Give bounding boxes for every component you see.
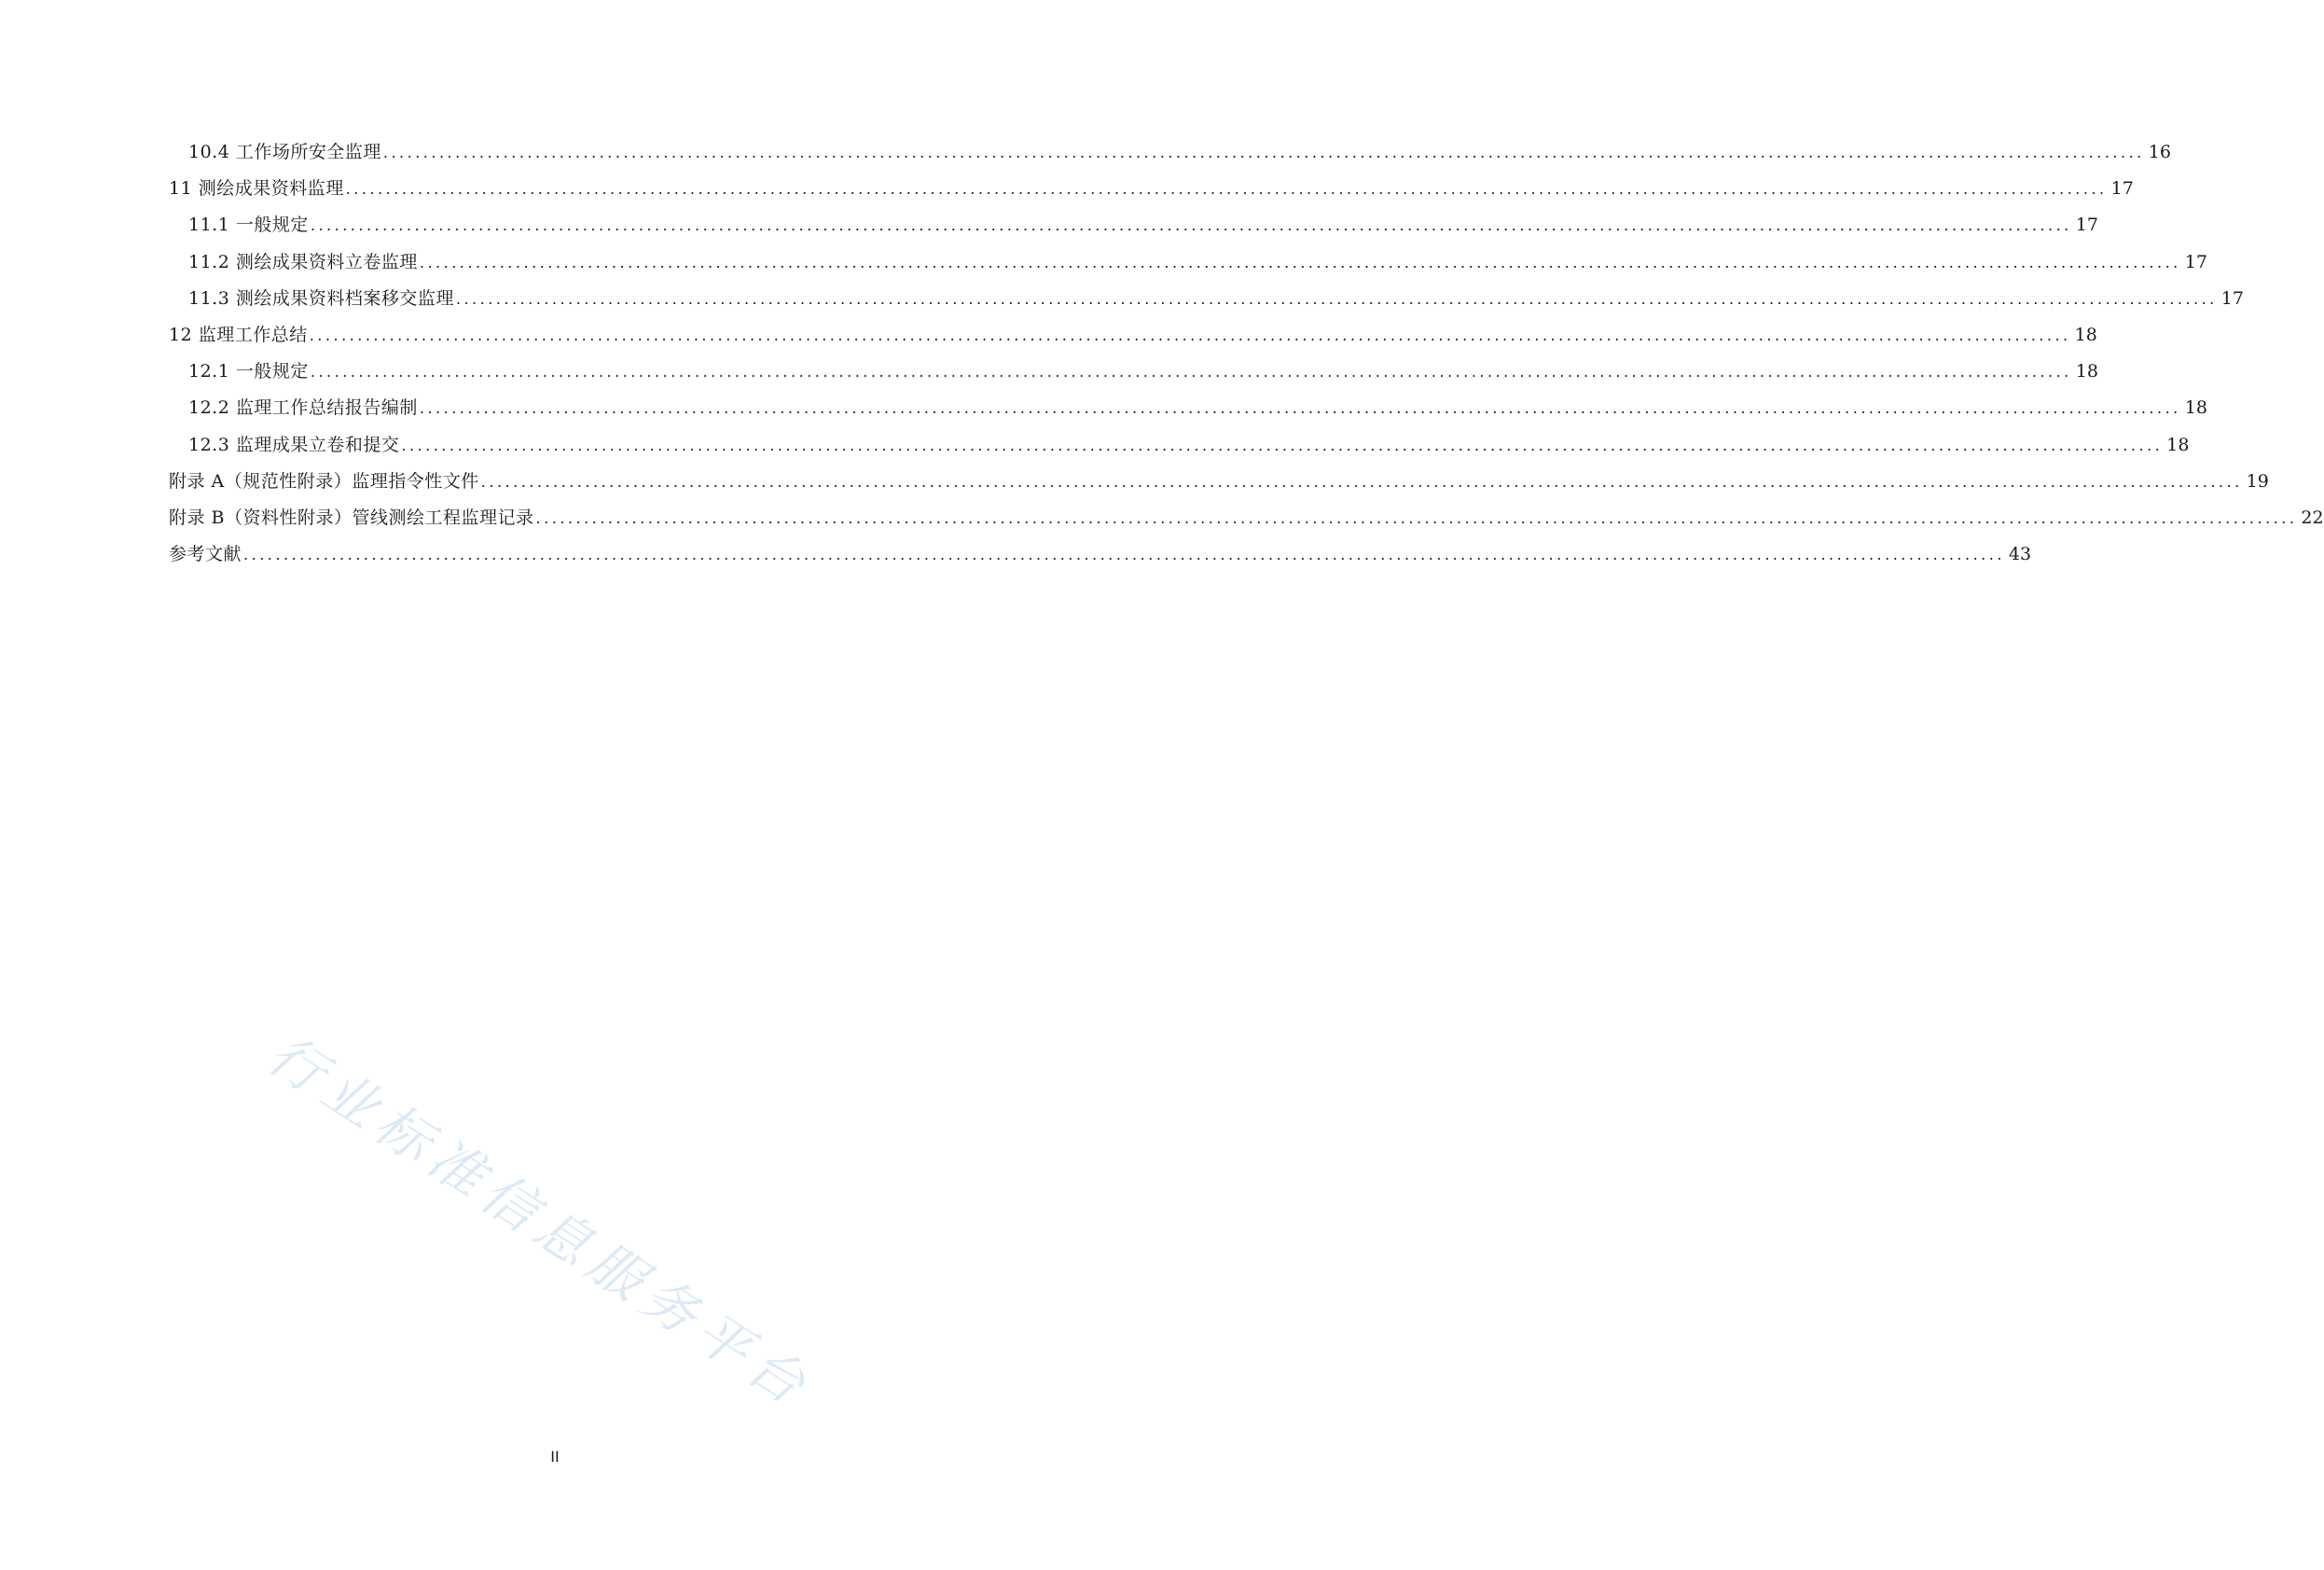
toc-entry-page: 17	[2220, 287, 2244, 309]
toc-entry-11[interactable]	[169, 171, 2134, 207]
toc-dot-leader: ............................................................................................................................................................................................................................	[419, 253, 2181, 271]
page-number: II	[550, 1448, 560, 1466]
toc-entry-label: 12 监理工作总结	[169, 324, 308, 345]
toc-entry-label: 12.1 一般规定	[188, 361, 309, 382]
toc-entry-page: 22	[2301, 507, 2324, 528]
toc-dot-leader: ............................................................................................................................................................................................................................	[535, 508, 2298, 527]
toc-entry-12[interactable]	[169, 317, 2097, 354]
toc-dot-leader: ............................................................................................................................................................................................................................	[419, 399, 2181, 418]
watermark: 行业标准信息服务平台	[256, 1021, 824, 1422]
toc-entry-appendix-a[interactable]	[169, 464, 2269, 500]
toc-entry-label: 11 测绘成果资料监理	[169, 178, 344, 200]
toc-dot-leader: ............................................................................................................................................................................................................................	[309, 326, 2071, 344]
toc-entry-page: 18	[2075, 361, 2098, 382]
toc-dot-leader: ............................................................................................................................................................................................................................	[480, 472, 2243, 491]
toc-entry-11-1[interactable]	[169, 207, 2098, 243]
toc-entry-page: 17	[2184, 251, 2207, 272]
toc-dot-leader: ............................................................................................................................................................................................................................	[243, 546, 2005, 564]
toc-entry-label: 附录 A（规范性附录）监理指令性文件	[169, 470, 479, 492]
table-of-contents	[169, 134, 2324, 573]
toc-dot-leader: ............................................................................................................................................................................................................................	[310, 363, 2072, 382]
toc-dot-leader: ............................................................................................................................................................................................................................	[345, 180, 2108, 199]
toc-entry-label: 10.4 工作场所安全监理	[188, 142, 381, 162]
toc-entry-page: 18	[2166, 434, 2190, 455]
toc-entry-page: 17	[2075, 215, 2098, 236]
toc-entry-label: 12.2 监理工作总结报告编制	[188, 397, 418, 419]
toc-entry-12-3[interactable]	[169, 427, 2190, 464]
toc-entry-appendix-b[interactable]	[169, 500, 2324, 536]
toc-dot-leader: ............................................................................................................................................................................................................................	[401, 436, 2164, 454]
toc-entry-label: 11.3 测绘成果资料档案移交监理	[188, 287, 454, 309]
toc-entry-12-1[interactable]	[169, 354, 2098, 390]
toc-entry-page: 19	[2246, 470, 2269, 492]
toc-entry-page: 16	[2148, 142, 2171, 162]
toc-entry-11-3[interactable]	[169, 281, 2244, 317]
toc-entry-label: 11.2 测绘成果资料立卷监理	[188, 251, 418, 272]
toc-entry-label: 参考文献	[169, 544, 242, 565]
toc-dot-leader: ............................................................................................................................................................................................................................	[310, 216, 2072, 235]
toc-entry-references[interactable]	[169, 536, 2032, 573]
toc-entry-page: 18	[2184, 397, 2207, 419]
toc-entry-page: 18	[2074, 324, 2097, 345]
toc-entry-10-4[interactable]	[169, 134, 2171, 171]
toc-entry-label: 附录 B（资料性附录）管线测绘工程监理记录	[169, 507, 534, 528]
toc-dot-leader: ............................................................................................................................................................................................................................	[455, 289, 2218, 308]
toc-entry-11-2[interactable]	[169, 244, 2207, 281]
toc-dot-leader: ............................................................................................................................................................................................................................	[382, 144, 2145, 161]
toc-entry-page: 17	[2110, 178, 2134, 200]
toc-entry-label: 12.3 监理成果立卷和提交	[188, 434, 400, 455]
toc-entry-label: 11.1 一般规定	[188, 215, 309, 236]
toc-entry-12-2[interactable]	[169, 390, 2207, 426]
toc-entry-page: 43	[2008, 544, 2032, 565]
